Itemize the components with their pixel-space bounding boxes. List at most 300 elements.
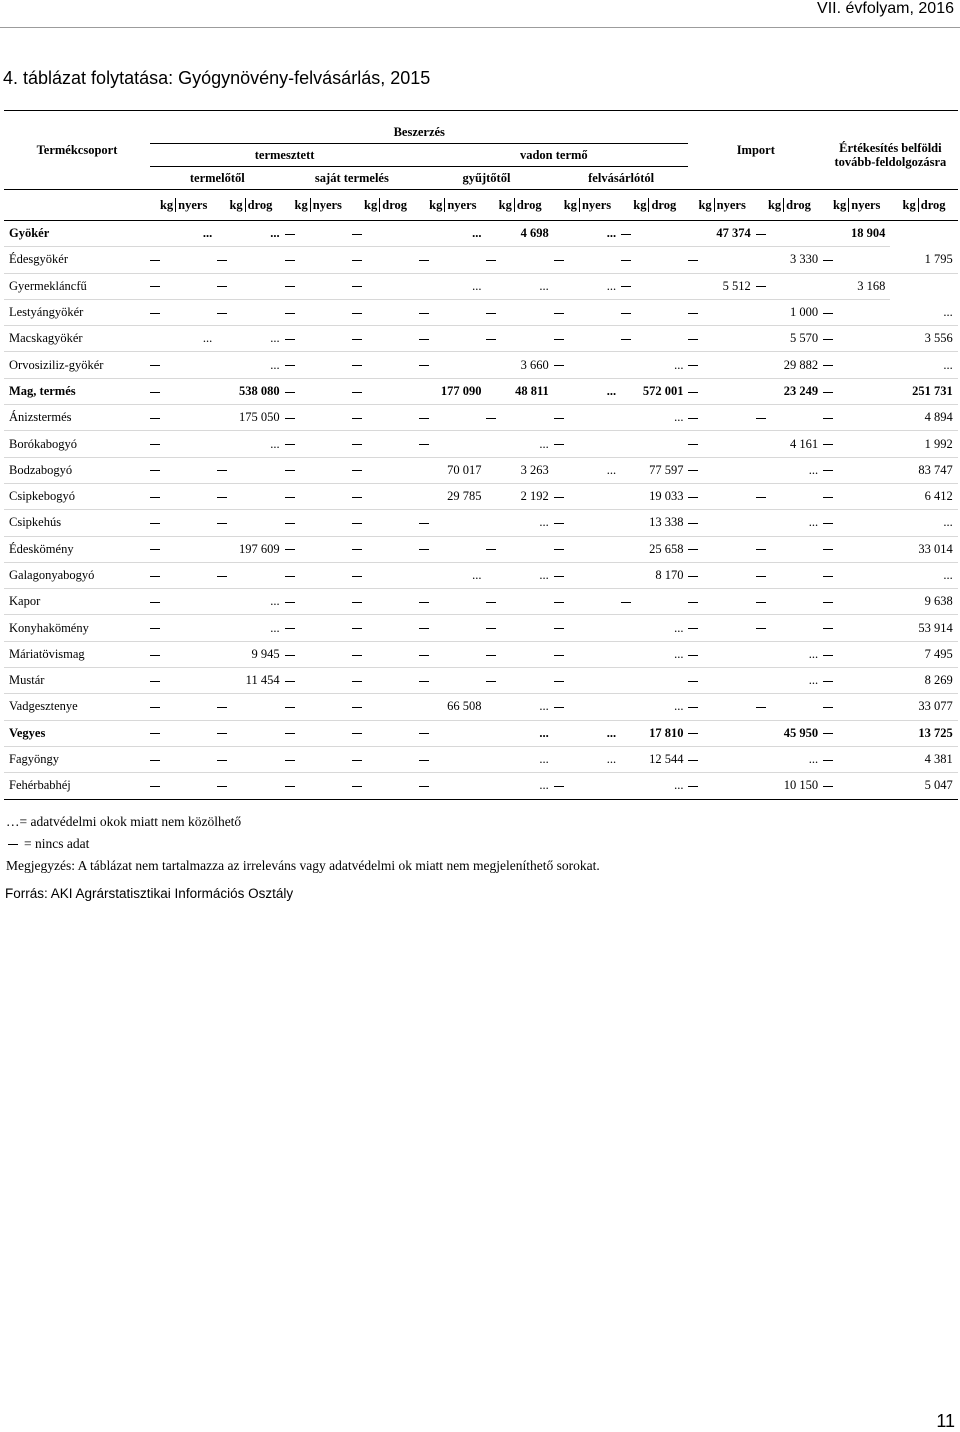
- unit-raw: nyers: [312, 198, 342, 212]
- no-data-dash: [486, 615, 553, 641]
- no-data-dash: [823, 615, 890, 641]
- table-cell: ...: [217, 221, 284, 247]
- dash-symbol: [688, 655, 698, 656]
- table-cell: [621, 668, 688, 694]
- table-cell: ...: [419, 273, 486, 299]
- table-cell: ...: [621, 694, 688, 720]
- dash-symbol: [217, 523, 227, 524]
- table-cell: 7 495: [890, 641, 957, 667]
- no-data-dash: [621, 273, 688, 299]
- no-data-dash: [823, 746, 890, 772]
- dash-symbol: [823, 260, 833, 261]
- dash-symbol: [217, 313, 227, 314]
- dash-symbol: [352, 707, 362, 708]
- row-label: Bodzabogyó: [4, 457, 150, 483]
- dash-symbol: [688, 313, 698, 314]
- herb-purchase-table: [4, 110, 958, 800]
- dash-symbol: [352, 655, 362, 656]
- no-data-dash: [688, 641, 755, 667]
- no-data-dash: [621, 221, 688, 247]
- table-row: [4, 273, 958, 299]
- unit-kg: kg: [633, 198, 649, 212]
- dash-symbol: [486, 418, 496, 419]
- no-data-dash: [217, 720, 284, 746]
- dash-symbol: [823, 339, 833, 340]
- no-data-dash: [352, 483, 419, 509]
- unit-header-5: [419, 190, 486, 221]
- no-data-dash: [150, 483, 217, 509]
- table-cell: 5 512: [688, 273, 755, 299]
- table-cell: ...: [621, 773, 688, 799]
- no-data-dash: [285, 536, 352, 562]
- no-data-dash: [150, 457, 217, 483]
- no-data-dash: [554, 326, 621, 352]
- dash-symbol: [352, 576, 362, 577]
- no-data-dash: [554, 483, 621, 509]
- table-cell: 10 150: [756, 773, 823, 799]
- no-data-dash: [419, 668, 486, 694]
- dash-symbol: [688, 628, 698, 629]
- dash-symbol: [688, 497, 698, 498]
- table-row: [4, 641, 958, 667]
- no-data-dash: [285, 352, 352, 378]
- header-divider: [0, 27, 960, 28]
- table-row: [4, 247, 958, 273]
- no-data-dash: [352, 299, 419, 325]
- no-data-dash: [419, 299, 486, 325]
- table-cell: 53 914: [890, 615, 957, 641]
- table-cell: 77 597: [621, 457, 688, 483]
- dash-symbol: [554, 313, 564, 314]
- dash-symbol: [688, 365, 698, 366]
- dash-symbol: [217, 470, 227, 471]
- table-cell: ...: [756, 510, 823, 536]
- no-data-dash: [217, 483, 284, 509]
- col-from-collector: gyűjtőtől: [419, 167, 554, 190]
- table-cell: ...: [756, 641, 823, 667]
- dash-symbol: [352, 628, 362, 629]
- no-data-dash: [756, 221, 823, 247]
- dash-symbol: [486, 602, 496, 603]
- table-cell: 23 249: [756, 378, 823, 404]
- dash-symbol: [688, 707, 698, 708]
- unit-dry: drog: [247, 198, 273, 212]
- dash-symbol: [285, 707, 295, 708]
- table-cell: ...: [150, 326, 217, 352]
- table-cell: 13 725: [890, 720, 957, 746]
- no-data-dash: [419, 536, 486, 562]
- table-row: [4, 589, 958, 615]
- unit-kg: kg: [160, 198, 176, 212]
- table-notes: [6, 811, 600, 877]
- table-cell: 66 508: [419, 694, 486, 720]
- no-data-dash: [285, 773, 352, 799]
- row-label: Gyermekláncfű: [4, 273, 150, 299]
- no-data-dash: [756, 615, 823, 641]
- no-data-dash: [150, 352, 217, 378]
- dash-symbol: [756, 602, 766, 603]
- no-data-dash: [756, 483, 823, 509]
- dash-symbol: [285, 760, 295, 761]
- dash-symbol: [285, 523, 295, 524]
- row-label: Édeskömény: [4, 536, 150, 562]
- no-data-dash: [352, 247, 419, 273]
- dash-symbol: [285, 470, 295, 471]
- dash-symbol: [285, 602, 295, 603]
- table-cell: 4 698: [486, 221, 553, 247]
- table-cell: 3 660: [486, 352, 553, 378]
- table-cell: ...: [554, 720, 621, 746]
- table-cell: ...: [486, 510, 553, 536]
- no-data-dash: [150, 562, 217, 588]
- dash-symbol: [285, 365, 295, 366]
- dash-symbol: [688, 418, 698, 419]
- row-label: Ánizstermés: [4, 405, 150, 431]
- dash-symbol: [688, 602, 698, 603]
- no-data-dash: [688, 510, 755, 536]
- no-data-dash: [352, 668, 419, 694]
- dash-symbol: [285, 234, 295, 235]
- dash-symbol: [554, 444, 564, 445]
- unit-kg: kg: [564, 198, 580, 212]
- table-cell: ...: [554, 378, 621, 404]
- no-data-dash: [352, 694, 419, 720]
- dash-symbol: [352, 470, 362, 471]
- note-no-data-line: [6, 833, 600, 855]
- dash-symbol: [419, 549, 429, 550]
- dash-symbol: [554, 549, 564, 550]
- no-data-dash: [486, 299, 553, 325]
- no-data-dash: [756, 273, 823, 299]
- no-data-dash: [554, 773, 621, 799]
- dash-symbol: [688, 523, 698, 524]
- dash-symbol: [823, 418, 833, 419]
- table-cell: ...: [486, 273, 553, 299]
- no-data-dash: [419, 326, 486, 352]
- units-row-blank: [4, 190, 150, 221]
- table-cell: 1 992: [890, 431, 957, 457]
- table-cell: 4 161: [756, 431, 823, 457]
- dash-symbol: [285, 655, 295, 656]
- dash-symbol: [823, 707, 833, 708]
- table-cell: ...: [419, 221, 486, 247]
- table-cell: 4 894: [890, 405, 957, 431]
- no-data-dash: [486, 536, 553, 562]
- dash-symbol: [285, 444, 295, 445]
- no-data-dash: [217, 247, 284, 273]
- unit-raw: nyers: [447, 198, 477, 212]
- table-row: [4, 457, 958, 483]
- dash-symbol: [823, 444, 833, 445]
- no-data-dash: [823, 773, 890, 799]
- dash-symbol: [419, 733, 429, 734]
- no-data-dash: [352, 405, 419, 431]
- dash-symbol: [217, 497, 227, 498]
- dash-symbol: [352, 523, 362, 524]
- table-row: [4, 536, 958, 562]
- no-data-dash: [150, 641, 217, 667]
- no-data-dash: [217, 694, 284, 720]
- dash-symbol: [756, 234, 766, 235]
- table-cell: 48 811: [486, 378, 553, 404]
- no-data-dash: [285, 694, 352, 720]
- no-data-dash: [217, 746, 284, 772]
- no-data-dash: [419, 431, 486, 457]
- no-data-dash: [554, 299, 621, 325]
- dash-symbol: [554, 523, 564, 524]
- unit-dry: drog: [920, 198, 946, 212]
- unit-header-4: [352, 190, 419, 221]
- dash-symbol: [554, 786, 564, 787]
- dash-symbol: [823, 760, 833, 761]
- no-data-dash: [285, 326, 352, 352]
- no-data-dash: [554, 562, 621, 588]
- dash-symbol: [285, 733, 295, 734]
- dash-symbol: [823, 392, 833, 393]
- dash-symbol: [150, 707, 160, 708]
- no-data-dash: [352, 431, 419, 457]
- table-cell: ...: [756, 668, 823, 694]
- table-cell: 5 047: [890, 773, 957, 799]
- note-remark: Megjegyzés: A táblázat nem tartalmazza az irreleváns vagy adatvédelmi ok miatt nem megjeleníthető sorokat.: [6, 858, 600, 873]
- dash-symbol: [419, 260, 429, 261]
- dash-symbol: [688, 444, 698, 445]
- table-cell: ...: [554, 221, 621, 247]
- dash-symbol: [554, 497, 564, 498]
- no-data-dash: [352, 378, 419, 404]
- table-cell: ...: [621, 352, 688, 378]
- no-data-dash: [554, 431, 621, 457]
- col-procurement: Beszerzés: [150, 111, 688, 144]
- dash-symbol: [352, 681, 362, 682]
- no-data-dash: [621, 247, 688, 273]
- unit-dry: drog: [786, 198, 811, 212]
- table-cell: ...: [217, 589, 284, 615]
- table-cell: ...: [486, 773, 553, 799]
- no-data-dash: [285, 668, 352, 694]
- no-data-dash: [150, 615, 217, 641]
- no-data-dash: [486, 668, 553, 694]
- dash-symbol: [823, 576, 833, 577]
- table-row: [4, 221, 958, 247]
- no-data-dash: [285, 562, 352, 588]
- table-cell: ...: [419, 562, 486, 588]
- no-data-dash: [554, 641, 621, 667]
- table-cell: [621, 431, 688, 457]
- table-cell: 47 374: [688, 221, 755, 247]
- dash-symbol: [285, 549, 295, 550]
- dash-symbol: [688, 576, 698, 577]
- table-cell: 1 795: [890, 247, 957, 273]
- no-data-dash: [688, 405, 755, 431]
- no-data-dash: [823, 352, 890, 378]
- no-data-dash: [486, 247, 553, 273]
- no-data-dash: [756, 405, 823, 431]
- dash-symbol: [352, 760, 362, 761]
- no-data-dash: [150, 431, 217, 457]
- table-cell: ...: [756, 746, 823, 772]
- no-data-dash: [756, 562, 823, 588]
- no-data-dash: [823, 457, 890, 483]
- dash-symbol: [756, 628, 766, 629]
- note-confidential: …= adatvédelmi okok miatt nem közölhető: [6, 814, 242, 829]
- dash-symbol: [150, 549, 160, 550]
- dash-symbol: [688, 260, 698, 261]
- dash-symbol: [352, 365, 362, 366]
- no-data-dash: [150, 746, 217, 772]
- dash-symbol: [285, 497, 295, 498]
- table-row: [4, 694, 958, 720]
- no-data-dash: [352, 589, 419, 615]
- no-data-dash: [688, 562, 755, 588]
- table-cell: 4 381: [890, 746, 957, 772]
- no-data-dash: [285, 589, 352, 615]
- dash-symbol: [486, 313, 496, 314]
- dash-symbol: [352, 497, 362, 498]
- table-cell: ...: [486, 720, 553, 746]
- unit-kg: kg: [833, 198, 849, 212]
- no-data-dash: [823, 510, 890, 536]
- table-cell: 70 017: [419, 457, 486, 483]
- no-data-dash: [688, 326, 755, 352]
- dash-symbol: [150, 365, 160, 366]
- no-data-dash: [823, 431, 890, 457]
- dash-symbol: [217, 576, 227, 577]
- dash-symbol: [352, 549, 362, 550]
- dash-symbol: [756, 497, 766, 498]
- dash-symbol: [352, 733, 362, 734]
- no-data-dash: [823, 536, 890, 562]
- row-label: Fehérbabhéj: [4, 773, 150, 799]
- row-label: Kapor: [4, 589, 150, 615]
- table-row: [4, 668, 958, 694]
- row-label: Máriatövismag: [4, 641, 150, 667]
- no-data-dash: [217, 299, 284, 325]
- col-domestic-sales: Értékesítés belföldi tovább-feldolgozásra: [823, 111, 958, 190]
- table-cell: ...: [486, 694, 553, 720]
- unit-kg: kg: [903, 198, 919, 212]
- table-body: [4, 221, 958, 800]
- dash-symbol: [554, 339, 564, 340]
- table-cell: 3 263: [486, 457, 553, 483]
- dash-symbol: [756, 418, 766, 419]
- dash-symbol: [150, 470, 160, 471]
- row-label: Mag, termés: [4, 378, 150, 404]
- no-data-dash: [217, 457, 284, 483]
- no-data-dash: [352, 641, 419, 667]
- row-label: Vegyes: [4, 720, 150, 746]
- no-data-dash: [621, 589, 688, 615]
- no-data-dash: [688, 668, 755, 694]
- dash-symbol: [285, 313, 295, 314]
- dash-symbol: [823, 365, 833, 366]
- dash-symbol: [217, 760, 227, 761]
- no-data-dash: [486, 641, 553, 667]
- row-label: Borókabogyó: [4, 431, 150, 457]
- no-data-dash: [285, 273, 352, 299]
- dash-symbol: [688, 549, 698, 550]
- no-data-dash: [150, 510, 217, 536]
- dash-symbol: [285, 392, 295, 393]
- col-import: Import: [688, 111, 823, 190]
- dash-symbol: [554, 365, 564, 366]
- dash-symbol: [823, 655, 833, 656]
- dash-symbol: [419, 628, 429, 629]
- no-data-dash: [688, 457, 755, 483]
- no-data-dash: [419, 510, 486, 536]
- unit-header-10: [756, 190, 823, 221]
- unit-kg: kg: [429, 198, 445, 212]
- dash-symbol: [554, 655, 564, 656]
- dash-symbol: [150, 313, 160, 314]
- unit-dry: drog: [516, 198, 542, 212]
- table-cell: 13 338: [621, 510, 688, 536]
- unit-header-2: [217, 190, 284, 221]
- dash-symbol: [486, 628, 496, 629]
- units-row: [4, 190, 958, 221]
- unit-raw: nyers: [178, 198, 208, 212]
- no-data-dash: [554, 615, 621, 641]
- no-data-dash: [285, 247, 352, 273]
- no-data-dash: [285, 510, 352, 536]
- dash-symbol: [823, 681, 833, 682]
- no-data-dash: [352, 221, 419, 247]
- dash-symbol: [352, 234, 362, 235]
- no-data-dash: [419, 720, 486, 746]
- dash-symbol: [150, 760, 160, 761]
- row-label: Vadgesztenye: [4, 694, 150, 720]
- table-cell: 8 269: [890, 668, 957, 694]
- unit-dry: drog: [651, 198, 677, 212]
- no-data-dash: [554, 352, 621, 378]
- no-data-dash: [352, 746, 419, 772]
- dash-symbol: [352, 602, 362, 603]
- table-row: [4, 510, 958, 536]
- dash-symbol: [217, 786, 227, 787]
- table-cell: ...: [890, 562, 957, 588]
- dash-symbol: [352, 286, 362, 287]
- dash-symbol: [419, 339, 429, 340]
- dash-symbol: [285, 786, 295, 787]
- no-data-dash: [150, 405, 217, 431]
- no-data-dash: [150, 536, 217, 562]
- no-data-dash: [150, 668, 217, 694]
- dash-symbol: [486, 681, 496, 682]
- dash-symbol: [419, 418, 429, 419]
- dash-symbol: [352, 418, 362, 419]
- dash-symbol: [150, 497, 160, 498]
- no-data-dash: [150, 247, 217, 273]
- dash-symbol: [419, 444, 429, 445]
- note-no-data: = nincs adat: [24, 836, 90, 851]
- dash-symbol: [8, 844, 18, 845]
- no-data-dash: [285, 746, 352, 772]
- unit-header-9: [688, 190, 755, 221]
- dash-symbol: [150, 576, 160, 577]
- table-cell: 11 454: [217, 668, 284, 694]
- table-cell: 25 658: [621, 536, 688, 562]
- dash-symbol: [217, 286, 227, 287]
- no-data-dash: [688, 615, 755, 641]
- dash-symbol: [823, 523, 833, 524]
- no-data-dash: [285, 221, 352, 247]
- dash-symbol: [554, 576, 564, 577]
- table-row: [4, 746, 958, 772]
- table-cell: ...: [150, 221, 217, 247]
- table-row: [4, 431, 958, 457]
- row-label: Lestyángyökér: [4, 299, 150, 325]
- no-data-dash: [285, 483, 352, 509]
